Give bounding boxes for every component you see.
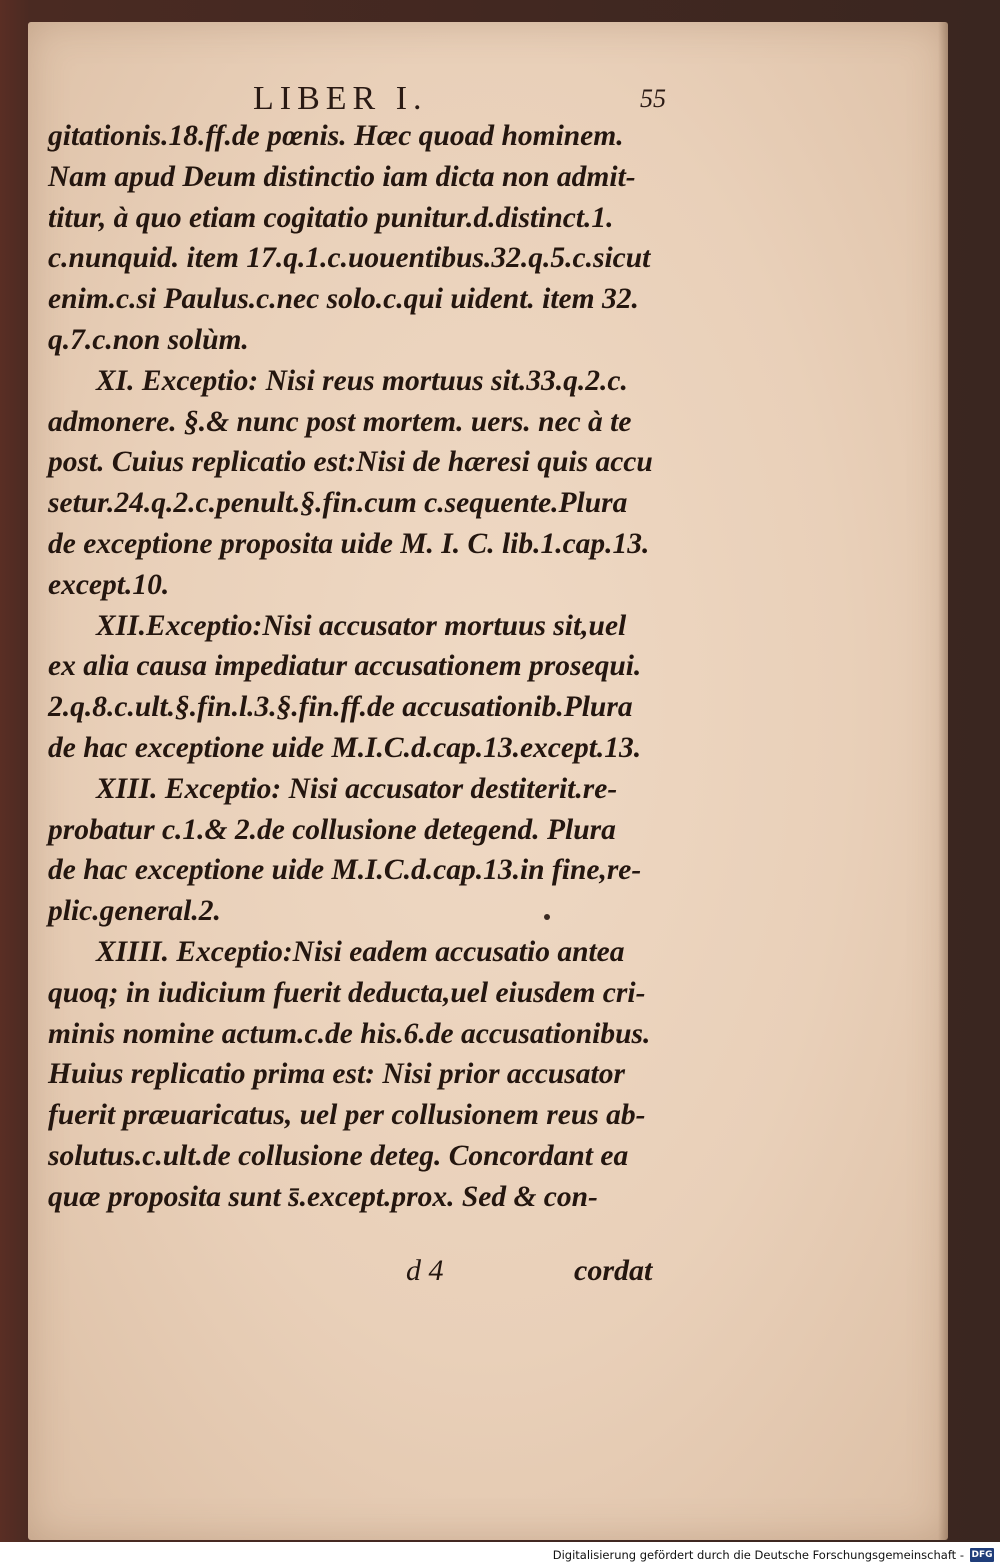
- text-line: plic.general.2.: [48, 895, 221, 928]
- text-line: enim.c.si Paulus.c.nec solo.c.qui uident. item 32.: [48, 283, 639, 316]
- text-line: solutus.c.ult.de collusione deteg. Concordant ea: [48, 1139, 629, 1172]
- page-header: [28, 70, 948, 120]
- text-line: de exceptione proposita uide M. I. C. lib.1.cap.13.: [48, 527, 650, 560]
- text-line: XI. Exceptio: Nisi reus mortuus sit.33.q.2.c.: [96, 364, 628, 397]
- text-line: probatur c.1.& 2.de collusione detegend. Plura: [48, 813, 616, 846]
- running-head: LIBER I.: [253, 80, 428, 117]
- paper-speck: [544, 914, 550, 920]
- text-line: minis nomine actum.c.de his.6.de accusationibus.: [48, 1017, 651, 1050]
- text-line: de hac exceptione uide M.I.C.d.cap.13.in fine,re-: [48, 854, 642, 887]
- catchword: cordat: [574, 1254, 653, 1287]
- text-line: q.7.c.non solùm.: [48, 323, 249, 356]
- text-line: de hac exceptione uide M.I.C.d.cap.13.except.13.: [48, 731, 642, 764]
- text-line: c.nunquid. item 17.q.1.c.uouentibus.32.q.5.c.sicut: [48, 242, 651, 275]
- page-edge-shadow: [938, 22, 948, 1540]
- text-line: setur.24.q.2.c.penult.§.fin.cum c.sequente.Plura: [48, 487, 628, 520]
- text-line: Huius replicatio prima est: Nisi prior accusator: [48, 1058, 625, 1091]
- text-line: quæ proposita sunt s̄.except.prox. Sed & con-: [48, 1180, 598, 1213]
- signature-mark: d 4: [406, 1254, 444, 1287]
- text-line: XIII. Exceptio: Nisi accusator destiterit.re-: [96, 772, 618, 805]
- credit-text: Digitalisierung gefördert durch die Deutsche Forschungsgemeinschaft -: [552, 1548, 964, 1562]
- text-line: ex alia causa impediatur accusationem prosequi.: [48, 650, 642, 683]
- text-line: quoq; in iudicium fuerit deducta,uel eiusdem cri-: [48, 976, 646, 1009]
- text-line: XII.Exceptio:Nisi accusator mortuus sit,uel: [96, 609, 627, 642]
- body-text: [48, 116, 688, 1218]
- book-page: [28, 22, 948, 1540]
- text-line: fuerit præuaricatus, uel per collusionem reus ab-: [48, 1099, 646, 1132]
- page-number: 55: [640, 84, 666, 113]
- text-line: except.10.: [48, 568, 170, 601]
- text-line: Nam apud Deum distinctio iam dicta non admit-: [48, 160, 636, 193]
- text-line: XIIII. Exceptio:Nisi eadem accusatio antea: [96, 935, 625, 968]
- page-footer: [28, 1254, 948, 1304]
- digitization-credit-bar: [0, 1542, 1000, 1568]
- dfg-logo-icon: DFG: [971, 1550, 993, 1560]
- text-line: admonere. §.& nunc post mortem. uers. nec à te: [48, 405, 632, 438]
- text-line: post. Cuius replicatio est:Nisi de hæresi quis accu: [48, 446, 653, 479]
- text-line: titur, à quo etiam cogitatio punitur.d.distinct.1.: [48, 201, 614, 234]
- text-line: 2.q.8.c.ult.§.fin.l.3.§.fin.ff.de accusationib.Plura: [48, 691, 633, 724]
- text-line: gitationis.18.ff.de pœnis. Hæc quoad hominem.: [48, 120, 624, 152]
